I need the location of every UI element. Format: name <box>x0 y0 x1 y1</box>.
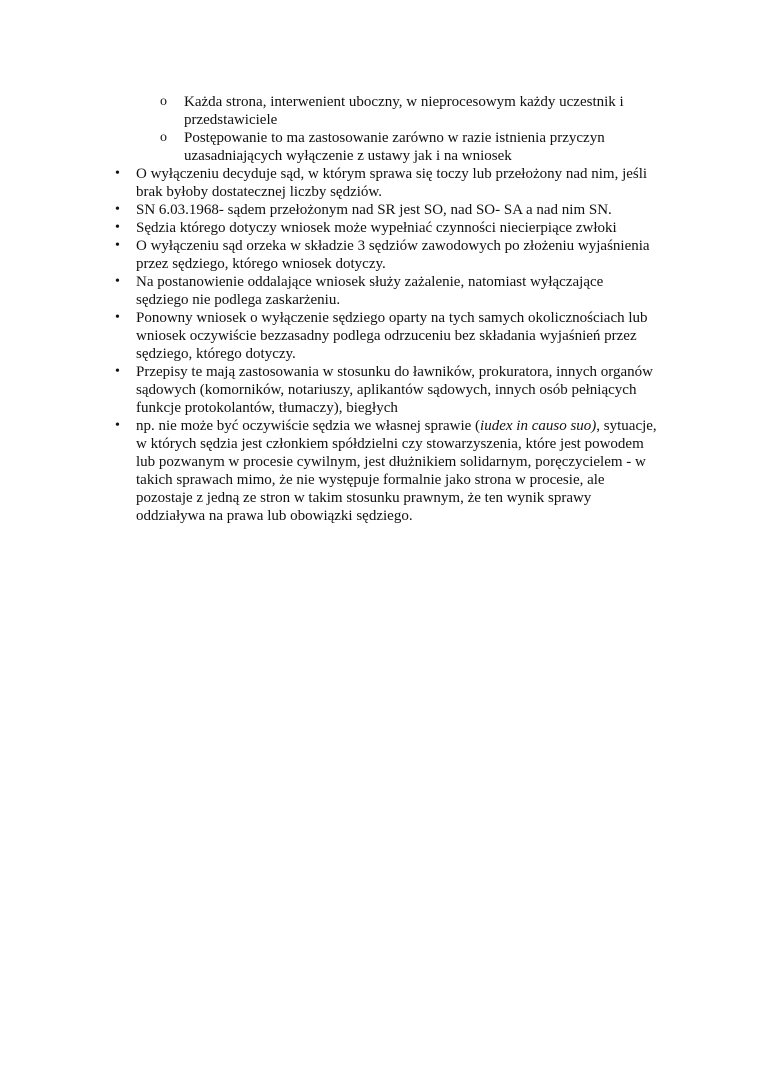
text-line: Przepisy te mają zastosowania w stosunku do ławników, prokuratora, innych organów <box>136 364 653 380</box>
text-line: Sędzia którego dotyczy wniosek może wypełniać czynności niecierpiące zwłoki <box>136 220 617 236</box>
latin-phrase: iudex in causo suo) <box>480 418 597 434</box>
bullet-icon: • <box>115 202 120 217</box>
bullet-icon: • <box>115 166 120 181</box>
bullet-icon: • <box>115 418 120 433</box>
text-line: sędziego, którego dotyczy. <box>136 346 296 362</box>
text-line: funkcje protokolantów, tłumaczy), biegłych <box>136 400 398 416</box>
text-line: takich sprawach mimo, że nie występuje formalnie jako strona w procesie, ale <box>136 472 605 488</box>
hollow-bullet-icon: o <box>160 130 167 145</box>
text-line: wniosek oczywiście bezzasadny podlega odrzuceniu bez składania wyjaśnień przez <box>136 328 637 344</box>
text-line: przez sędziego, którego wniosek dotyczy. <box>136 256 386 272</box>
text-line: przedstawiciele <box>184 112 278 128</box>
text-line <box>136 417 674 435</box>
text-line: Każda strona, interwenient uboczny, w nieprocesowym każdy uczestnik i <box>184 94 624 110</box>
bullet-icon: • <box>115 220 120 235</box>
list-item <box>114 363 674 417</box>
text-line: Postępowanie to ma zastosowanie zarówno w razie istnienia przyczyn <box>184 130 605 146</box>
text-line: O wyłączeniu sąd orzeka w składzie 3 sędziów zawodowych po złożeniu wyjaśnienia <box>136 238 650 254</box>
list-item <box>114 417 674 525</box>
text-line: Na postanowienie oddalające wniosek służy zażalenie, natomiast wyłączające <box>136 274 604 290</box>
text-line: oddziaływa na prawa lub obowiązki sędziego. <box>136 508 413 524</box>
list-item <box>114 273 674 309</box>
sub-list-item <box>160 129 680 165</box>
list-item <box>114 219 674 237</box>
text-line: sędziego nie podlega zaskarżeniu. <box>136 292 341 308</box>
list-item <box>114 309 674 363</box>
bullet-icon: • <box>115 364 120 379</box>
bullet-icon: • <box>115 238 120 253</box>
list-item <box>114 165 674 201</box>
text-line: lub pozwanym w procesie cywilnym, jest dłużnikiem solidarnym, poręczycielem - w <box>136 454 646 470</box>
sub-bullet-list <box>160 93 680 165</box>
list-item <box>114 237 674 273</box>
bullet-icon: • <box>115 310 120 325</box>
text-line: O wyłączeniu decyduje sąd, w którym sprawa się toczy lub przełożony nad nim, jeśli <box>136 166 648 182</box>
text-segment: np. nie może być oczywiście sędzia we własnej sprawie ( <box>136 418 481 434</box>
text-segment: , sytuacje, <box>596 418 657 434</box>
text-line: pozostaje z jedną ze stron w takim stosunku prawnym, że ten wynik sprawy <box>136 490 592 506</box>
text-line: brak byłoby dostatecznej liczby sędziów. <box>136 184 383 200</box>
text-line: uzasadniających wyłączenie z ustawy jak i na wniosek <box>184 148 512 164</box>
text-line: Ponowny wniosek o wyłączenie sędziego oparty na tych samych okolicznościach lub <box>136 310 648 326</box>
text-line: SN 6.03.1968- sądem przełożonym nad SR jest SO, nad SO- SA a nad nim SN. <box>136 202 612 218</box>
list-item <box>114 201 674 219</box>
hollow-bullet-icon: o <box>160 94 167 109</box>
bullet-list <box>114 165 674 525</box>
sub-list-item <box>160 93 680 129</box>
bullet-icon: • <box>115 274 120 289</box>
text-line: w których sędzia jest członkiem spółdzielni czy stowarzyszenia, które jest powodem <box>136 436 644 452</box>
text-line: sądowych (komorników, notariuszy, aplikantów sądowych, innych osób pełniących <box>136 382 637 398</box>
